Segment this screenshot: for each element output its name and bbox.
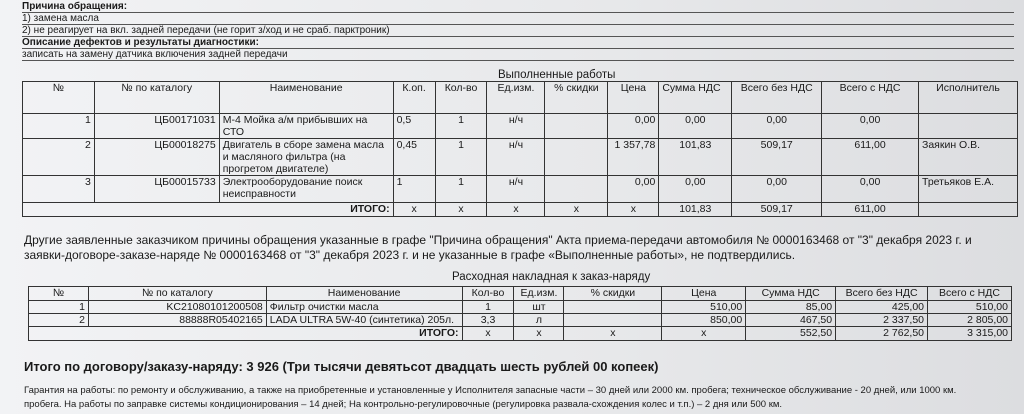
col-header: Всего без НДС [732,82,822,114]
cell: 510,00 [928,301,1012,314]
col-header: % скидки [545,82,608,114]
claims-paragraph-line-2: заявки-договоре-заказе-наряде № 0000163468 от "3" декабря 2023 г. и не указанные в графе «Выполненные работы», не подтвердились. [24,248,796,262]
col-header: Ед.изм. [514,287,564,301]
parts-header-row [29,287,1012,301]
col-header: Кол-во [462,287,514,301]
cell: 611,00 [822,203,919,217]
cell: 1 [435,176,487,203]
cell: л [514,314,564,327]
table-row [29,314,1012,327]
cell: 1 [393,176,435,203]
cell: 2 762,50 [836,327,928,341]
cell: ЦБ00171031 [94,114,219,139]
total-label: ИТОГО: [23,203,394,217]
col-header: № по каталогу [88,287,266,301]
col-header: Цена [662,287,746,301]
col-header: № по каталогу [94,82,219,114]
cell: 2 337,50 [836,314,928,327]
cell: 3 315,00 [928,327,1012,341]
cell: Фильтр очистки масла [266,301,462,314]
works-total-row [23,203,1018,217]
col-header: Ед.изм. [487,82,545,114]
cell: x [487,203,545,217]
cell: 101,83 [659,203,732,217]
table-row [23,114,1018,139]
cell: 1 [435,114,487,139]
cell [564,301,662,314]
cell: 0,00 [822,114,919,139]
cell: x [662,327,746,341]
cell: н/ч [487,139,545,176]
cell: x [393,203,435,217]
cell: 85,00 [746,301,836,314]
cell: 1 [23,114,95,139]
cell: 1 [29,301,89,314]
cell: 425,00 [836,301,928,314]
cell: 2 [23,139,95,176]
claims-paragraph-line-1: Другие заявленные заказчиком причины обращения указанные в графе "Причина обращения" Акта приема-передачи автомобиля № 0000163468 от "3" декабря 2023 г. и [24,233,972,247]
cell: 0,00 [822,176,919,203]
cell: x [545,203,608,217]
grand-total: Итого по договору/заказу-наряду: 3 926 (Три тысячи девятьсот двадцать шесть рублей 00 копеек) [24,359,659,374]
cell: 101,83 [659,139,732,176]
cell: 0,00 [732,176,822,203]
cell [545,176,608,203]
reason-item-1 [22,13,1014,25]
works-header-row [23,82,1018,114]
cell: 552,50 [746,327,836,341]
cell: н/ч [487,114,545,139]
col-header: % скидки [564,287,662,301]
cell: ЦБ00015733 [94,176,219,203]
cell [919,203,1018,217]
cell: x [564,327,662,341]
defects-heading-text: Описание дефектов и результаты диагностики: [22,37,260,48]
col-header: Исполнитель [919,82,1018,114]
defects-text-row [22,49,1014,61]
warranty-line-1: Гарантия на работы: по ремонту и обслуживанию, а также на приобретенные и установленные у Исполнителя запасные части – 30 дней или 2000 км. пробега; техническое обслуживание - 20 дней, или 1000 км. [24,385,957,396]
cell: 2 [29,314,89,327]
cell: 510,00 [662,301,746,314]
cell [545,114,608,139]
cell: 0,45 [393,139,435,176]
cell: М-4 Мойка а/м прибывших на СТО [219,114,393,139]
cell: 509,17 [732,203,822,217]
cell: ЦБ00018275 [94,139,219,176]
parts-total-row [29,327,1012,341]
cell [919,114,1018,139]
cell: 2 805,00 [928,314,1012,327]
cell: Электрооборудование поиск неисправности [219,176,393,203]
cell: KC21080101200508 [88,301,266,314]
cell: 850,00 [662,314,746,327]
warranty-line-2: пробега. На работы по заправке системы кондиционирования – 14 дней; На контрольно-регулировочные (регулировка развала-схождения колес и т.п.) – 2 дня или 500 км. [24,399,783,410]
cell: x [608,203,659,217]
parts-table-title: Расходная накладная к заказ-наряду [452,271,651,283]
reason-item-text: 2) не реагирует на вкл. задней передачи (не горит з/ход и не сраб. парктроник) [22,25,390,36]
cell: 0,00 [732,114,822,139]
col-header: Всего с НДС [822,82,919,114]
cell: 1 357,78 [608,139,659,176]
cell [564,314,662,327]
table-row [29,301,1012,314]
cell: шт [514,301,564,314]
col-header: Цена [608,82,659,114]
cell: 0,5 [393,114,435,139]
cell: 611,00 [822,139,919,176]
col-header: Всего без НДС [836,287,928,301]
reason-heading-text: Причина обращения: [22,1,128,12]
cell: 88888R05402165 [88,314,266,327]
cell: 3 [23,176,95,203]
table-row [23,176,1018,203]
table-row [23,139,1018,176]
cell: 3,3 [462,314,514,327]
col-header: Наименование [219,82,393,114]
cell: 0,00 [608,114,659,139]
col-header: Наименование [266,287,462,301]
cell: 0,00 [659,114,732,139]
works-table-title: Выполненные работы [498,69,616,81]
col-header: Всего с НДС [928,287,1012,301]
cell: x [435,203,487,217]
cell: Двигатель в сборе замена масла и масляного фильтра (на прогретом двигателе) [219,139,393,176]
col-header: № [29,287,89,301]
col-header: Кол-во [435,82,487,114]
cell: 1 [435,139,487,176]
works-table [22,81,1018,217]
cell: x [462,327,514,341]
parts-table [28,286,1012,341]
cell: 0,00 [659,176,732,203]
defects-heading [22,37,1014,49]
total-label: ИТОГО: [29,327,463,341]
cell: 0,00 [608,176,659,203]
cell: 467,50 [746,314,836,327]
cell [545,139,608,176]
reason-item-2 [22,25,1014,37]
cell: LADA ULTRA 5W-40 (синтетика) 205л. [266,314,462,327]
reason-item-text: 1) замена масла [22,13,99,24]
cell: 509,17 [732,139,822,176]
col-header: № [23,82,95,114]
reason-heading [22,1,1014,13]
cell: Третьяков Е.А. [919,176,1018,203]
defects-text: записать на замену датчика включения задней передачи [22,49,288,60]
cell: x [514,327,564,341]
col-header: К.оп. [393,82,435,114]
cell: Заякин О.В. [919,139,1018,176]
col-header: Сумма НДС [746,287,836,301]
cell: 1 [462,301,514,314]
cell: н/ч [487,176,545,203]
col-header: Сумма НДС [659,82,732,114]
